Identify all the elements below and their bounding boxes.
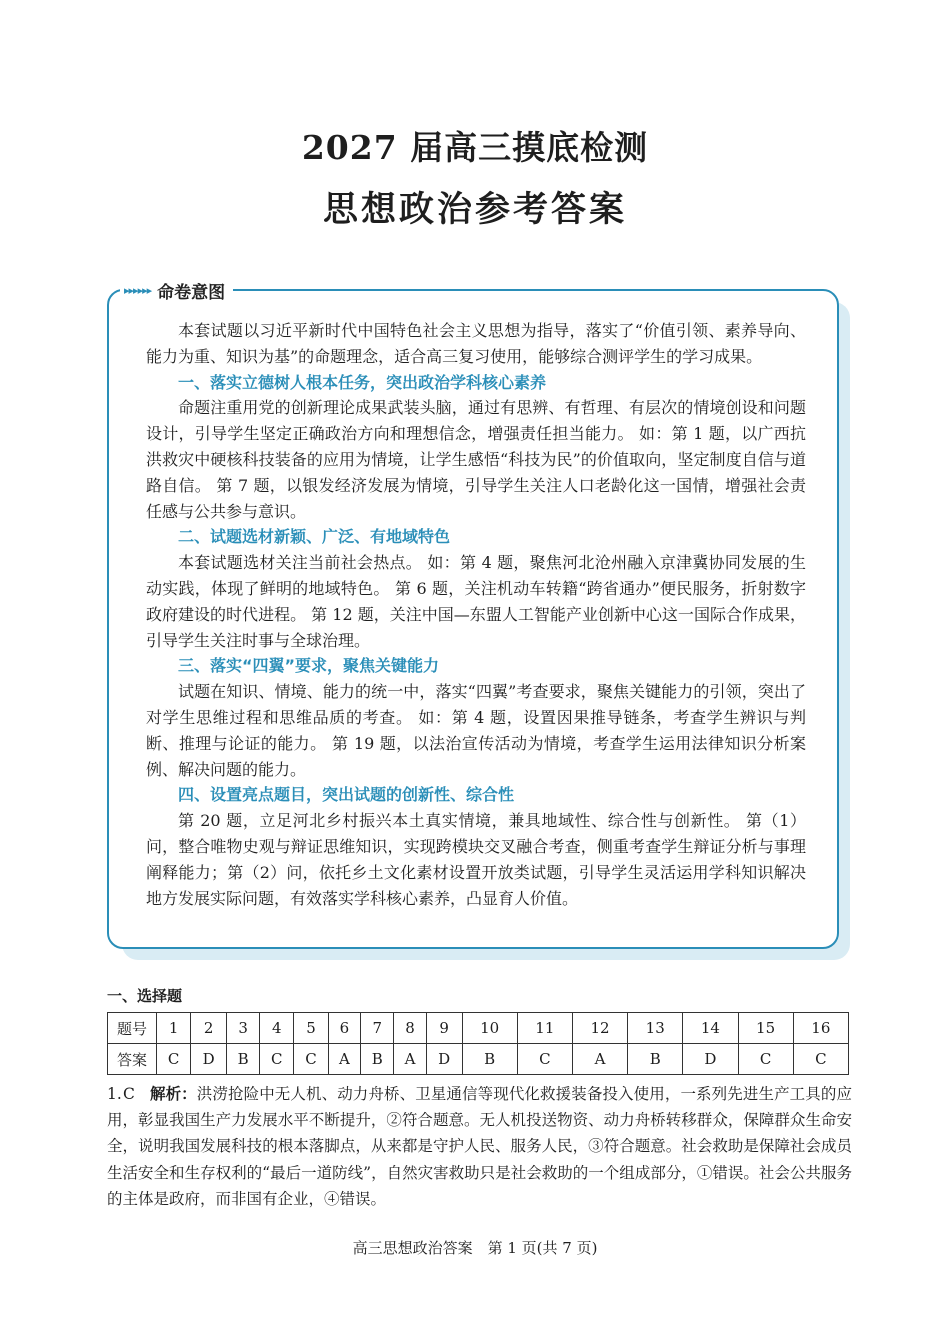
section-heading-3: 三、落实“四翼”要求，聚焦关键能力 (178, 656, 440, 676)
page-footer: 高三思想政治答案 第 1 页(共 7 页) (352, 1239, 598, 1257)
explanation-1 (107, 1081, 852, 1212)
question-number: 15 (738, 1013, 793, 1044)
question-number: 8 (394, 1013, 427, 1044)
question-number: 14 (683, 1013, 738, 1044)
question-number: 12 (572, 1013, 627, 1044)
section-body-3: 试题在知识、情境、能力的统一中，落实“四翼”考查要求，聚焦关键能力的引领，突出了对学生思维过程和思维品质的考查。 如：第 4 题，设置因果推导链条，考查学生辨识与判断、推理与论证的能力。 第 19 题，以法治宣传活动为情境，考查学生运用法律知识分析案例、解决问题的能力。 (146, 682, 806, 779)
answer-row (108, 1044, 849, 1075)
intent-intro: 本套试题以习近平新时代中国特色社会主义思想为指导，落实了“价值引领、素养导向、能力为重、知识为基”的命题理念，适合高三复习使用，能够综合测评学生的学习成果。 (146, 321, 806, 366)
question-number: 4 (260, 1013, 294, 1044)
section-body-2: 本套试题选材关注当前社会热点。 如：第 4 题，聚焦河北沧州融入京津冀协同发展的生动实践，体现了鲜明的地域特色。 第 6 题，关注机动车转籍“跨省通办”便民服务，折射数字政府建设的时代进程。 第 12 题，关注中国—东盟人工智能产业创新中心这一国际合作成果，引导学生关注时事与全球治理。 (146, 553, 806, 650)
intent-label-text: 命卷意图 (157, 282, 226, 303)
question-number: 2 (191, 1013, 227, 1044)
answer-cell: A (394, 1044, 427, 1075)
question-number: 7 (361, 1013, 394, 1044)
explanation-answer: C (123, 1085, 135, 1103)
answer-cell: B (227, 1044, 260, 1075)
section-heading-4: 四、设置亮点题目，突出试题的创新性、综合性 (178, 785, 515, 805)
page-subtitle: 思想政治参考答案 (322, 189, 627, 230)
answer-cell: C (793, 1044, 848, 1075)
answer-cell: C (260, 1044, 294, 1075)
section-body-4: 第 20 题，立足河北乡村振兴本土真实情境，兼具地域性、综合性与创新性。 第（1）问，整合唯物史观与辩证思维知识，实现跨模块交叉融合考查，侧重考查学生辩证分析与事理阐释能力；第（2）问，依托乡土文化素材设置开放类试题，引导学生灵活运用学科知识解决地方发展实际问题，有效落实学科核心素养，凸显育人价值。 (146, 811, 806, 908)
answer-row-label: 答案 (108, 1044, 157, 1075)
section-heading-1: 一、落实立德树人根本任务，突出政治学科核心素养 (178, 372, 547, 392)
answer-cell: A (572, 1044, 627, 1075)
answer-cell: B (628, 1044, 683, 1075)
question-number: 10 (462, 1013, 517, 1044)
answer-cell: B (361, 1044, 394, 1075)
intent-box-label (120, 276, 233, 304)
question-number: 5 (294, 1013, 328, 1044)
answer-cell: C (517, 1044, 572, 1075)
question-number: 13 (628, 1013, 683, 1044)
explanation-label: 解析： (149, 1085, 197, 1103)
question-number: 6 (328, 1013, 361, 1044)
answer-cell: C (157, 1044, 191, 1075)
answer-table (107, 1012, 849, 1075)
question-number: 9 (426, 1013, 462, 1044)
explanation-number: 1. (107, 1085, 122, 1103)
answer-cell: B (462, 1044, 517, 1075)
question-row-label: 题号 (108, 1013, 157, 1044)
choice-section-title: 一、选择题 (107, 987, 183, 1005)
question-number: 3 (227, 1013, 260, 1044)
explanation-text: 洪涝抢险中无人机、动力舟桥、卫星通信等现代化救援装备投入使用，一系列先进生产工具的应用，彰显我国生产力发展水平不断提升，②符合题意。无人机投送物资、动力舟桥转移群众，保障群众生命安全，说明我国发展科技的根本落脚点，从来都是守护人民、服务人民，③符合题意。社会救助是保障社会成员生活安全和生存权利的“最后一道防线”，自然灾害救助只是社会救助的一个组成部分，①错误。社会公共服务的主体是政府，而非国有企业，④错误。 (107, 1085, 852, 1208)
answer-cell: D (191, 1044, 227, 1075)
page-title: 2027 届高三摸底检测 (301, 128, 649, 167)
question-number: 16 (793, 1013, 848, 1044)
question-number: 1 (157, 1013, 191, 1044)
arrow-icons: ▸▸▸▸▸▸ (124, 283, 152, 297)
section-heading-2: 二、试题选材新颖、广泛、有地域特色 (178, 527, 451, 547)
answer-cell: C (738, 1044, 793, 1075)
question-row (108, 1013, 849, 1044)
section-body-1: 命题注重用党的创新理论成果武装头脑，通过有思辨、有哲理、有层次的情境创设和问题设计，引导学生坚定正确政治方向和理想信念，增强责任担当能力。 如：第 1 题，以广西抗洪救灾中硬核科技装备的应用为情境，让学生感悟“科技为民”的价值取向，坚定制度自信与道路自信。 第 7 题，以银发经济发展为情境，引导学生关注人口老龄化这一国情，增强社会责任感与公共参与意识。 (146, 398, 806, 521)
answer-cell: A (328, 1044, 361, 1075)
question-number: 11 (517, 1013, 572, 1044)
answer-cell: D (683, 1044, 738, 1075)
intent-content (146, 318, 806, 911)
answer-cell: D (426, 1044, 462, 1075)
answer-cell: C (294, 1044, 328, 1075)
